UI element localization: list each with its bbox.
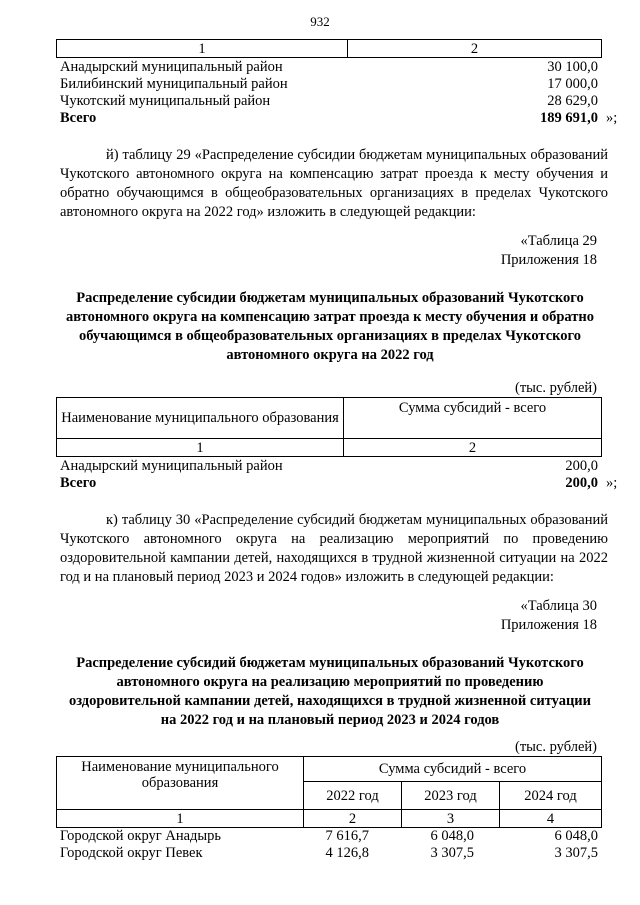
quote-close: »;	[606, 475, 618, 491]
col-year-2022: 2022 год	[304, 782, 402, 810]
table1-col-num-2: 2	[348, 40, 602, 58]
table3-header: Наименование муниципального образования Сумма субсидий - всего 2022 год 2023 год 2024 год 1 2 3 4	[56, 756, 602, 828]
col-header-sum: Сумма субсидий - всего	[304, 757, 602, 782]
col-header-name: Наименование муниципального образования	[57, 757, 304, 810]
col-year-2024: 2024 год	[500, 782, 602, 810]
quote-close: »;	[606, 110, 618, 126]
col-header-sum: Сумма субсидий - всего	[344, 398, 602, 439]
table2-total-row: Всего 200,0	[60, 475, 598, 491]
table-29-title: Распределение субсидии бюджетам муниципальных образований Чукотского автономного округа на компенсацию затрат проезда к месту обучения и обратно обучающимся в общеобразовательных организациях в пределах Чукотского автономного округа на 2022 год	[65, 290, 595, 363]
table-row: Городской округ Анадырь 7 616,7 6 048,0 6 048,0	[60, 828, 598, 844]
table-row: Городской округ Певек 4 126,8 3 307,5 3 307,5	[60, 845, 598, 861]
paragraph-item-k: к) таблицу 30 «Распределение субсидий бюджетам муниципальных образований Чукотского автономного округа на реализацию мероприятий по проведению оздоровительной кампании детей, находящихся в трудной жизненной ситуации на 2022 год и на плановый период 2023 и 2024 годов» изложить в следующей редакции:	[60, 512, 608, 585]
table-row: Чукотский муниципальный район 28 629,0	[60, 93, 598, 109]
table2-header: Наименование муниципального образования Сумма субсидий - всего 1 2	[56, 397, 602, 457]
col-header-name: Наименование муниципального образования	[57, 398, 344, 439]
table-row: Анадырский муниципальный район 200,0	[60, 458, 598, 474]
total-label: Всего	[60, 110, 97, 126]
table-30-ref: «Таблица 30 Приложения 18	[500, 598, 597, 633]
table-29-ref: «Таблица 29 Приложения 18	[500, 233, 597, 268]
table1-total-row	[60, 109, 598, 127]
unit-label: (тыс. рублей)	[515, 380, 597, 396]
table1-header	[56, 39, 602, 58]
table1-col-num-1: 1	[57, 40, 348, 58]
total-value: 189 691,0	[540, 110, 598, 126]
table-30-title: Распределение субсидий бюджетам муниципальных образований Чукотского автономного округа на реализацию мероприятий по проведению оздоровительной кампании детей, находящихся в трудной жизненной ситуации на 2022 год и на плановый период 2023 и 2024 годов	[68, 655, 592, 728]
table-row: Анадырский муниципальный район 30 100,0	[60, 59, 598, 75]
col-year-2023: 2023 год	[402, 782, 500, 810]
table-row: Билибинский муниципальный район 17 000,0	[60, 76, 598, 92]
page-number: 932	[310, 14, 330, 29]
paragraph-item-y: й) таблицу 29 «Распределение субсидии бюджетам муниципальных образований Чукотского автономного округа на компенсацию затрат проезда к месту обучения и обратно обучающимся в общеобразовательных организациях в пределах Чукотского автономного округа на 2022 год» изложить в следующей редакции:	[60, 147, 608, 220]
unit-label: (тыс. рублей)	[515, 739, 597, 755]
